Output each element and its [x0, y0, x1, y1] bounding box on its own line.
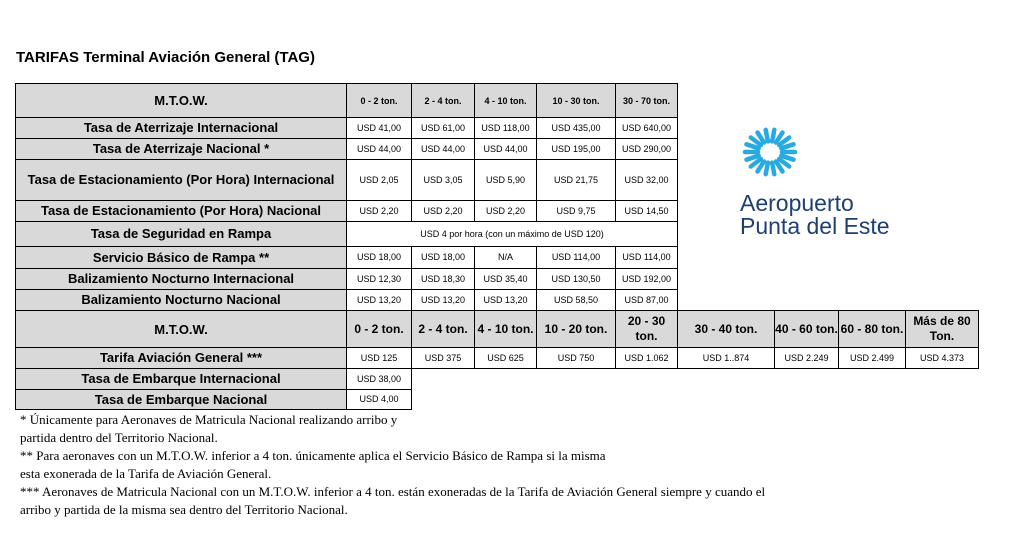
value-cell-text: USD 750	[557, 352, 595, 363]
value-cell-text: USD 130,50	[551, 273, 601, 284]
value-cell	[474, 268, 537, 290]
column-header-text: 4 - 10 ton.	[484, 95, 527, 106]
value-cell	[536, 289, 616, 311]
value-cell-text: USD 44,00	[483, 143, 528, 154]
value-cell	[474, 289, 537, 311]
column-header-2-text: 10 - 20 ton.	[544, 321, 608, 336]
value-cell-text: USD 41,00	[356, 122, 402, 133]
column-header-2	[838, 310, 906, 348]
value-cell	[346, 347, 412, 369]
value-cell-text: USD 44,00	[356, 143, 402, 154]
value-cell-text: USD 18,00	[356, 252, 402, 263]
value-cell-text: USD 32,00	[624, 174, 669, 185]
value-cell-text: USD 114,00	[551, 252, 601, 263]
value-cell	[346, 159, 412, 201]
value-cell-text: USD 38,00	[356, 373, 402, 384]
logo-line-1: Aeropuerto	[740, 190, 854, 216]
column-header-text: 0 - 2 ton.	[360, 95, 398, 106]
value-cell	[615, 347, 678, 369]
value-cell-text: USD 5,90	[485, 174, 526, 185]
value-cell	[411, 268, 475, 290]
value-cell-text: USD 1.062	[624, 352, 669, 363]
value-cell-text: USD 2,05	[359, 174, 399, 185]
value-cell	[536, 200, 616, 222]
value-cell	[474, 138, 537, 160]
footnote-line: *** Aeronaves de Matricula Nacional con un M.T.O.W. inferior a 4 ton. están exoneradas de la Tarifa de Aviación General siempre y cuando el	[20, 484, 766, 499]
value-cell-text: USD 435,00	[551, 122, 601, 133]
column-header-2	[905, 310, 979, 348]
column-header-text: 10 - 30 ton.	[552, 95, 600, 106]
value-cell-text: USD 1..874	[702, 352, 750, 363]
value-cell-text: USD 2,20	[485, 205, 526, 216]
value-cell	[346, 389, 412, 410]
value-cell-text: USD 3,05	[423, 174, 463, 185]
column-header-2	[346, 310, 412, 348]
row-label	[15, 159, 347, 201]
burst-ray	[772, 163, 774, 175]
mtow-header	[15, 83, 347, 118]
column-header-2-text: 40 - 60 ton.	[775, 321, 838, 336]
value-cell-text: USD 35,40	[483, 273, 528, 284]
value-cell	[474, 246, 537, 269]
value-cell	[774, 347, 839, 369]
value-cell	[411, 289, 475, 311]
value-cell-text: USD 114,00	[622, 252, 671, 263]
value-cell	[615, 159, 678, 201]
row-label	[15, 368, 347, 390]
footnotes	[20, 411, 1010, 519]
value-cell	[474, 159, 537, 201]
value-cell	[474, 117, 537, 139]
value-cell	[411, 200, 475, 222]
column-header-2-text: 4 - 10 ton.	[477, 321, 534, 336]
footnote-line: ** Para aeronaves con un M.T.O.W. inferior a 4 ton. únicamente aplica el Servicio Básico de Rampa si la misma	[20, 448, 606, 463]
value-cell	[536, 246, 616, 269]
value-cell-text: USD 118,00	[481, 122, 530, 133]
value-cell	[838, 347, 906, 369]
logo-line-2: Punta del Este	[740, 213, 890, 239]
value-cell	[536, 138, 616, 160]
column-header-2-text: 20 - 30 ton.	[627, 314, 666, 343]
value-cell-text: USD 195,00	[551, 143, 601, 154]
mtow-header-2-text: M.T.O.W.	[154, 321, 208, 337]
row-label-text: Tasa de Embarque Internacional	[81, 371, 281, 387]
column-header	[411, 83, 475, 118]
merged-value-cell-text: USD 4 por hora (con un máximo de USD 120)	[420, 228, 604, 239]
row-label	[15, 347, 347, 369]
value-cell	[346, 138, 412, 160]
value-cell	[536, 347, 616, 369]
value-cell-text: USD 12,30	[356, 273, 402, 284]
value-cell	[615, 138, 678, 160]
value-cell	[905, 347, 979, 369]
column-header-2-text: 2 - 4 ton.	[418, 321, 468, 336]
row-label	[15, 138, 347, 160]
merged-value-cell	[346, 221, 678, 247]
burst-ray	[772, 130, 774, 142]
value-cell	[536, 159, 616, 201]
column-header-text: 2 - 4 ton.	[424, 95, 462, 106]
value-cell-text: USD 2.499	[849, 352, 895, 363]
value-cell	[411, 246, 475, 269]
value-cell-text: USD 18,30	[420, 273, 466, 284]
value-cell-text: USD 375	[424, 352, 462, 363]
value-cell	[536, 117, 616, 139]
value-cell	[474, 200, 537, 222]
value-cell-text: USD 44,00	[420, 143, 466, 154]
footnote-line: * Únicamente para Aeronaves de Matricula Nacional realizando arribo y	[20, 412, 398, 427]
column-header	[536, 83, 616, 118]
value-cell	[346, 246, 412, 269]
column-header-text: 30 - 70 ton.	[622, 95, 670, 106]
row-label-text: Servicio Básico de Rampa **	[92, 249, 270, 265]
row-label	[15, 289, 347, 311]
value-cell-text: USD 14,50	[624, 205, 669, 216]
value-cell-text: USD 4,00	[359, 394, 399, 405]
footnote-line: arribo y partida de la misma sea dentro del Territorio Nacional.	[20, 502, 348, 517]
column-header-2	[774, 310, 839, 348]
column-header-2	[411, 310, 475, 348]
value-cell	[346, 368, 412, 390]
row-label-text: Balizamiento Nocturno Nacional	[81, 292, 281, 308]
value-cell	[615, 268, 678, 290]
column-header	[474, 83, 537, 118]
value-cell	[536, 268, 616, 290]
mtow-header-2	[15, 310, 347, 348]
mtow-header-text: M.T.O.W.	[154, 93, 208, 108]
value-cell-text: N/A	[497, 252, 513, 263]
airport-logo-text	[740, 192, 890, 238]
row-label	[15, 117, 347, 139]
row-label-text: Tasa de Estacionamiento (Por Hora) Nacional	[40, 203, 322, 219]
value-cell-text: USD 61,00	[420, 122, 466, 133]
value-cell-text: USD 4.373	[919, 352, 965, 363]
value-cell	[411, 347, 475, 369]
value-cell-text: USD 625	[487, 352, 524, 363]
column-header-2	[615, 310, 678, 348]
row-label-text: Tasa de Seguridad en Rampa	[90, 226, 272, 242]
value-cell	[346, 268, 412, 290]
column-header-2	[474, 310, 537, 348]
value-cell	[615, 200, 678, 222]
value-cell	[346, 200, 412, 222]
value-cell-text: USD 13,20	[483, 294, 528, 305]
row-label-text: Tasa de Embarque Nacional	[94, 391, 268, 407]
column-header-2	[536, 310, 616, 348]
column-header-2-text: Más de 80 Ton.	[913, 314, 971, 343]
column-header	[346, 83, 412, 118]
row-label	[15, 200, 347, 222]
value-cell-text: USD 87,00	[624, 294, 669, 305]
value-cell-text: USD 192,00	[621, 273, 672, 284]
row-label	[15, 389, 347, 410]
row-label	[15, 268, 347, 290]
value-cell-text: USD 21,75	[553, 174, 599, 185]
row-label-text: Tasa de Aterrizaje Nacional *	[92, 141, 270, 157]
row-label	[15, 221, 347, 247]
value-cell-text: USD 13,20	[420, 294, 466, 305]
column-header-2-text: 30 - 40 ton.	[694, 321, 758, 336]
value-cell-text: USD 58,50	[553, 294, 599, 305]
row-label-text: Tasa de Aterrizaje Internacional	[83, 120, 279, 136]
value-cell-text: USD 640,00	[621, 122, 672, 133]
value-cell	[411, 138, 475, 160]
value-cell	[346, 289, 412, 311]
airport-logo	[738, 124, 802, 185]
footnote-line: esta exonerada de la Tarifa de Aviación General.	[20, 466, 272, 481]
value-cell	[411, 159, 475, 201]
value-cell	[615, 117, 678, 139]
column-header-2-text: 60 - 80 ton.	[840, 321, 904, 336]
footnote-line: partida dentro del Territorio Nacional.	[20, 430, 218, 445]
burst-ray	[766, 130, 768, 142]
value-cell-text: USD 9,75	[556, 205, 596, 216]
value-cell	[615, 246, 678, 269]
sun-burst-icon	[738, 124, 802, 180]
value-cell-text: USD 2.249	[784, 352, 829, 363]
row-label	[15, 246, 347, 269]
value-cell	[474, 347, 537, 369]
value-cell	[346, 117, 412, 139]
value-cell-text: USD 13,20	[356, 294, 402, 305]
row-label-text: Balizamiento Nocturno Internacional	[67, 271, 295, 287]
column-header-2	[677, 310, 775, 348]
row-label-text: Tarifa Aviación General ***	[99, 350, 263, 366]
value-cell-text: USD 2,20	[359, 205, 399, 216]
value-cell	[411, 117, 475, 139]
value-cell-text: USD 18,00	[420, 252, 466, 263]
value-cell-text: USD 125	[360, 352, 398, 363]
value-cell-text: USD 2,20	[423, 205, 463, 216]
value-cell	[615, 289, 678, 311]
row-label-text: Tasa de Estacionamiento (Por Hora) Internacional	[27, 172, 335, 188]
column-header	[615, 83, 678, 118]
page-title: TARIFAS Terminal Aviación General (TAG)	[16, 49, 315, 66]
column-header-2-text: 0 - 2 ton.	[354, 321, 404, 336]
burst-ray	[766, 163, 768, 175]
value-cell-text: USD 290,00	[621, 143, 672, 154]
value-cell	[677, 347, 775, 369]
